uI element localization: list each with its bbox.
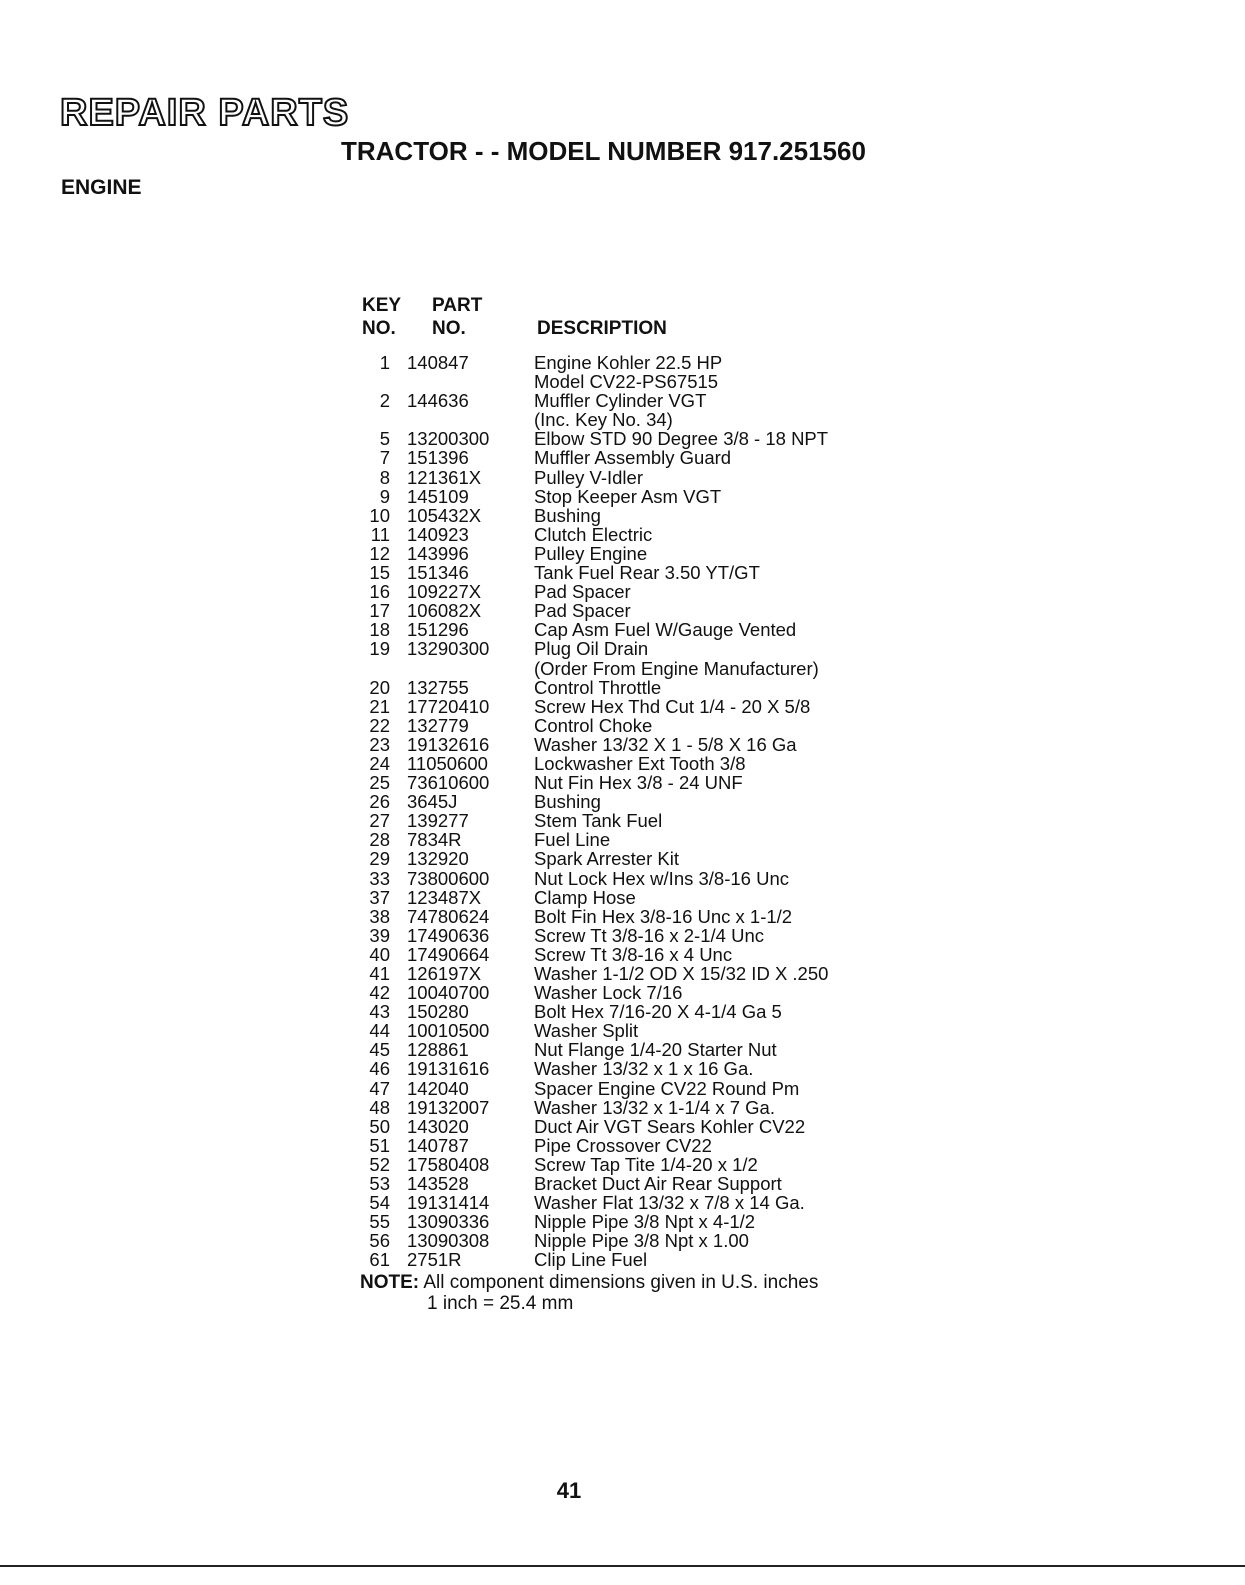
description-line: Pad Spacer	[534, 581, 631, 603]
part-description	[534, 525, 920, 544]
part-number: 2751R	[407, 1249, 462, 1271]
part-number: 17720410	[407, 695, 490, 717]
table-row	[360, 353, 920, 391]
description-line: Screw Hex Thd Cut 1/4 - 20 X 5/8	[534, 695, 811, 717]
key-number: 23	[369, 733, 390, 755]
key-number: 17	[369, 600, 390, 622]
table-row	[360, 601, 920, 620]
table-row	[360, 1250, 920, 1269]
key-number: 38	[369, 905, 390, 927]
description-line: Washer 1-1/2 OD X 15/32 ID X .250	[534, 963, 829, 984]
part-number: 121361X	[407, 466, 482, 488]
part-number: 13090308	[407, 1230, 490, 1252]
col-header-key	[362, 294, 401, 340]
table-row	[360, 697, 920, 716]
table-row	[360, 448, 920, 467]
part-description	[534, 773, 920, 792]
key-number: 20	[369, 676, 390, 698]
description-line: Nut Fin Hex 3/8 - 24 UNF	[534, 772, 743, 794]
part-description	[534, 1212, 920, 1231]
subsection-title: ENGINE	[61, 176, 142, 199]
table-row	[360, 1021, 920, 1040]
description-line: Pad Spacer	[534, 600, 631, 622]
description-line: Stop Keeper Asm VGT	[534, 485, 722, 507]
description-line: Clutch Electric	[534, 523, 653, 545]
part-number: 10040700	[407, 982, 490, 1004]
part-number: 17490664	[407, 943, 490, 965]
description-line: Spark Arrester Kit	[534, 848, 679, 870]
table-row	[360, 1002, 920, 1021]
description-line: Fuel Line	[534, 829, 611, 851]
part-description	[534, 888, 920, 907]
key-number: 28	[369, 829, 390, 851]
page-bottom-rule	[0, 1565, 1245, 1567]
part-description	[534, 964, 920, 983]
part-number: 13090336	[407, 1211, 490, 1233]
part-description	[534, 754, 920, 773]
description-line: Lockwasher Ext Tooth 3/8	[534, 752, 746, 774]
description-line: Cap Asm Fuel W/Gauge Vented	[534, 619, 797, 641]
part-description	[534, 792, 920, 811]
table-row	[360, 1098, 920, 1117]
col-header-part	[432, 294, 482, 340]
description-line: Bolt Hex 7/16-20 X 4-1/4 Ga 5	[534, 1001, 782, 1023]
part-description	[534, 601, 920, 620]
key-number: 26	[369, 791, 390, 813]
key-number: 39	[369, 924, 390, 946]
part-description	[534, 563, 920, 582]
key-number: 1	[379, 352, 390, 373]
part-number: 11050600	[407, 752, 488, 774]
description-line: Washer Flat 13/32 x 7/8 x 14 Ga.	[534, 1192, 805, 1214]
part-description	[534, 1231, 920, 1250]
description-line: Screw Tt 3/8-16 x 4 Unc	[534, 943, 733, 965]
part-number: 128861	[407, 1039, 469, 1061]
table-row	[360, 639, 920, 677]
part-description	[534, 391, 920, 429]
key-number: 51	[369, 1134, 390, 1156]
part-description	[534, 869, 920, 888]
table-row	[360, 888, 920, 907]
part-description	[534, 678, 920, 697]
key-number: 16	[369, 581, 390, 603]
part-description	[534, 506, 920, 525]
part-number: 73610600	[407, 772, 490, 794]
part-description	[534, 1250, 920, 1269]
part-number: 143996	[407, 542, 469, 564]
part-description	[534, 697, 920, 716]
part-number: 74780624	[407, 905, 490, 927]
part-number: 19131616	[407, 1058, 490, 1080]
table-row	[360, 1059, 920, 1078]
part-number: 132755	[407, 676, 469, 698]
part-description	[534, 582, 920, 601]
dimensions-note	[360, 1272, 818, 1314]
page-number: 41	[556, 1478, 582, 1503]
part-description	[534, 1098, 920, 1117]
note-line-1: All component dimensions given in U.S. inches	[423, 1272, 819, 1293]
part-number: 126197X	[407, 963, 482, 984]
table-row	[360, 1231, 920, 1250]
model-title: TRACTOR - - MODEL NUMBER 917.251560	[341, 136, 866, 166]
part-number: 143020	[407, 1115, 469, 1137]
description-line: Pulley Engine	[534, 542, 648, 564]
part-description	[534, 945, 920, 964]
table-row	[360, 1136, 920, 1155]
table-row	[360, 792, 920, 811]
key-number: 2	[379, 390, 390, 412]
description-line: Nut Lock Hex w/Ins 3/8-16 Unc	[534, 867, 789, 889]
key-number: 61	[369, 1249, 390, 1271]
key-number: 21	[369, 695, 390, 717]
part-number: 140923	[407, 523, 469, 545]
key-number: 7	[379, 447, 390, 469]
part-description	[534, 830, 920, 849]
description-line: Tank Fuel Rear 3.50 YT/GT	[534, 562, 760, 584]
part-number: 132779	[407, 714, 469, 736]
key-number: 24	[369, 752, 390, 774]
key-number: 54	[369, 1192, 390, 1214]
part-number: 144636	[407, 390, 469, 412]
part-description	[534, 448, 920, 467]
part-description	[534, 1117, 920, 1136]
table-row	[360, 620, 920, 639]
part-number: 17580408	[407, 1153, 490, 1175]
key-number: 12	[369, 542, 390, 564]
part-description	[534, 1155, 920, 1174]
part-number: 10010500	[407, 1020, 490, 1042]
part-description	[534, 811, 920, 830]
table-row	[360, 735, 920, 754]
key-number: 50	[369, 1115, 390, 1137]
key-number: 53	[369, 1173, 390, 1195]
description-line: Clamp Hose	[534, 886, 636, 908]
part-number: 13290300	[407, 638, 490, 660]
key-number: 19	[369, 638, 390, 660]
part-number: 145109	[407, 485, 469, 507]
part-description	[534, 429, 920, 448]
key-number: 33	[369, 867, 390, 889]
part-description	[534, 1174, 920, 1193]
key-number: 9	[379, 485, 390, 507]
table-row	[360, 525, 920, 544]
table-row	[360, 506, 920, 525]
key-number: 56	[369, 1230, 390, 1252]
description-line: Nipple Pipe 3/8 Npt x 1.00	[534, 1230, 749, 1252]
table-row	[360, 678, 920, 697]
col-header-description-label: DESCRIPTION	[537, 318, 667, 339]
key-number: 22	[369, 714, 390, 736]
description-line: Clip Line Fuel	[534, 1249, 648, 1271]
part-description	[534, 544, 920, 563]
key-number: 27	[369, 810, 390, 832]
key-number: 52	[369, 1153, 390, 1175]
part-description	[534, 983, 920, 1002]
table-row	[360, 849, 920, 868]
table-row	[360, 1079, 920, 1098]
table-row	[360, 429, 920, 448]
part-description	[534, 735, 920, 754]
part-number: 151346	[407, 562, 469, 584]
part-number: 7834R	[407, 829, 462, 851]
part-number: 19132007	[407, 1096, 490, 1118]
part-number: 151296	[407, 619, 469, 641]
key-number: 55	[369, 1211, 390, 1233]
table-row	[360, 563, 920, 582]
part-description	[534, 849, 920, 868]
description-line: Pulley V-Idler	[534, 466, 643, 488]
table-row	[360, 754, 920, 773]
description-line: Muffler Assembly Guard	[534, 447, 732, 469]
description-line: Stem Tank Fuel	[534, 810, 663, 832]
table-row	[360, 773, 920, 792]
key-number: 43	[369, 1001, 390, 1023]
table-row	[360, 1155, 920, 1174]
part-number: 132920	[407, 848, 469, 870]
key-number: 48	[369, 1096, 390, 1118]
part-description	[534, 1136, 920, 1155]
part-number: 140847	[407, 352, 469, 373]
description-line: Screw Tt 3/8-16 x 2-1/4 Unc	[534, 924, 764, 946]
part-description	[534, 353, 920, 391]
description-line: Screw Tap Tite 1/4-20 x 1/2	[534, 1153, 758, 1175]
key-number: 11	[370, 523, 390, 545]
part-number: 19131414	[407, 1192, 490, 1214]
description-line: (Inc. Key No. 34)	[534, 409, 673, 431]
key-number: 8	[379, 466, 390, 488]
part-number: 106082X	[407, 600, 482, 622]
table-row	[360, 1117, 920, 1136]
key-number: 37	[369, 886, 390, 908]
col-header-part-line2: NO.	[432, 318, 466, 339]
section-title: REPAIR PARTS	[60, 92, 350, 134]
key-number: 47	[369, 1077, 390, 1099]
part-number: 109227X	[407, 581, 482, 603]
table-row	[360, 468, 920, 487]
table-row	[360, 544, 920, 563]
description-line: Control Throttle	[534, 676, 662, 698]
description-line: Bushing	[534, 504, 601, 526]
description-line: Engine Kohler 22.5 HP	[534, 352, 723, 373]
part-number: 139277	[407, 810, 469, 832]
description-line: Muffler Cylinder VGT	[534, 390, 707, 412]
table-row	[360, 582, 920, 601]
key-number: 18	[369, 619, 390, 641]
part-number: 140787	[407, 1134, 469, 1156]
description-line: Plug Oil Drain	[534, 638, 649, 660]
part-number: 13200300	[407, 428, 490, 450]
table-row	[360, 1193, 920, 1212]
table-row	[360, 830, 920, 849]
table-row	[360, 811, 920, 830]
key-number: 5	[379, 428, 390, 450]
part-description	[534, 1002, 920, 1021]
part-description	[534, 1040, 920, 1059]
key-number: 25	[369, 772, 390, 794]
table-row	[360, 907, 920, 926]
key-number: 15	[369, 562, 390, 584]
description-line: Washer Lock 7/16	[534, 982, 683, 1004]
part-description	[534, 468, 920, 487]
parts-list	[360, 353, 920, 1270]
part-number: 142040	[407, 1077, 469, 1099]
key-number: 42	[369, 982, 390, 1004]
table-row	[360, 983, 920, 1002]
description-line: Washer 13/32 x 1 x 16 Ga.	[534, 1058, 754, 1080]
description-line: (Order From Engine Manufacturer)	[534, 657, 819, 679]
part-description	[534, 620, 920, 639]
description-line: Duct Air VGT Sears Kohler CV22	[534, 1115, 806, 1137]
table-row	[360, 716, 920, 735]
key-number: 45	[369, 1039, 390, 1061]
part-description	[534, 1021, 920, 1040]
part-number: 3645J	[407, 791, 458, 813]
part-number: 17490636	[407, 924, 490, 946]
key-number: 29	[369, 848, 390, 870]
note-label: NOTE:	[360, 1272, 420, 1293]
description-line: Spacer Engine CV22 Round Pm	[534, 1077, 800, 1099]
description-line: Pipe Crossover CV22	[534, 1134, 712, 1156]
col-header-part-line1: PART	[432, 295, 483, 316]
description-line: Nut Flange 1/4-20 Starter Nut	[534, 1039, 777, 1061]
col-header-key-line2: NO.	[362, 318, 396, 339]
part-description	[534, 926, 920, 945]
table-row	[360, 1212, 920, 1231]
description-line: Bracket Duct Air Rear Support	[534, 1173, 782, 1195]
key-number: 44	[369, 1020, 390, 1042]
description-line: Washer 13/32 x 1-1/4 x 7 Ga.	[534, 1096, 775, 1118]
part-number: 123487X	[407, 886, 482, 908]
part-description	[534, 1079, 920, 1098]
key-number: 40	[369, 943, 390, 965]
part-number: 151396	[407, 447, 469, 469]
table-row	[360, 926, 920, 945]
key-number: 46	[369, 1058, 390, 1080]
table-row	[360, 945, 920, 964]
note-line-2: 1 inch = 25.4 mm	[427, 1293, 574, 1314]
table-row	[360, 391, 920, 429]
part-description	[534, 487, 920, 506]
description-line: Elbow STD 90 Degree 3/8 - 18 NPT	[534, 428, 829, 450]
part-number: 143528	[407, 1173, 469, 1195]
description-line: Bolt Fin Hex 3/8-16 Unc x 1-1/2	[534, 905, 793, 927]
description-line: Nipple Pipe 3/8 Npt x 4-1/2	[534, 1211, 756, 1233]
description-line: Model CV22-PS67515	[534, 371, 719, 393]
table-row	[360, 964, 920, 983]
description-line: Washer Split	[534, 1020, 639, 1042]
part-number: 73800600	[407, 867, 490, 889]
part-description	[534, 716, 920, 735]
part-description	[534, 907, 920, 926]
part-number: 105432X	[407, 504, 482, 526]
table-row	[360, 1040, 920, 1059]
part-number: 19132616	[407, 733, 490, 755]
table-row	[360, 1174, 920, 1193]
col-header-description	[537, 317, 667, 340]
table-row	[360, 869, 920, 888]
key-number: 41	[369, 963, 390, 984]
description-line: Bushing	[534, 791, 601, 813]
col-header-key-line1: KEY	[362, 295, 402, 316]
table-row	[360, 487, 920, 506]
key-number: 10	[369, 504, 390, 526]
part-number: 150280	[407, 1001, 469, 1023]
part-description	[534, 639, 920, 677]
description-line: Control Choke	[534, 714, 653, 736]
part-description	[534, 1059, 920, 1078]
description-line: Washer 13/32 X 1 - 5/8 X 16 Ga	[534, 733, 797, 755]
part-description	[534, 1193, 920, 1212]
